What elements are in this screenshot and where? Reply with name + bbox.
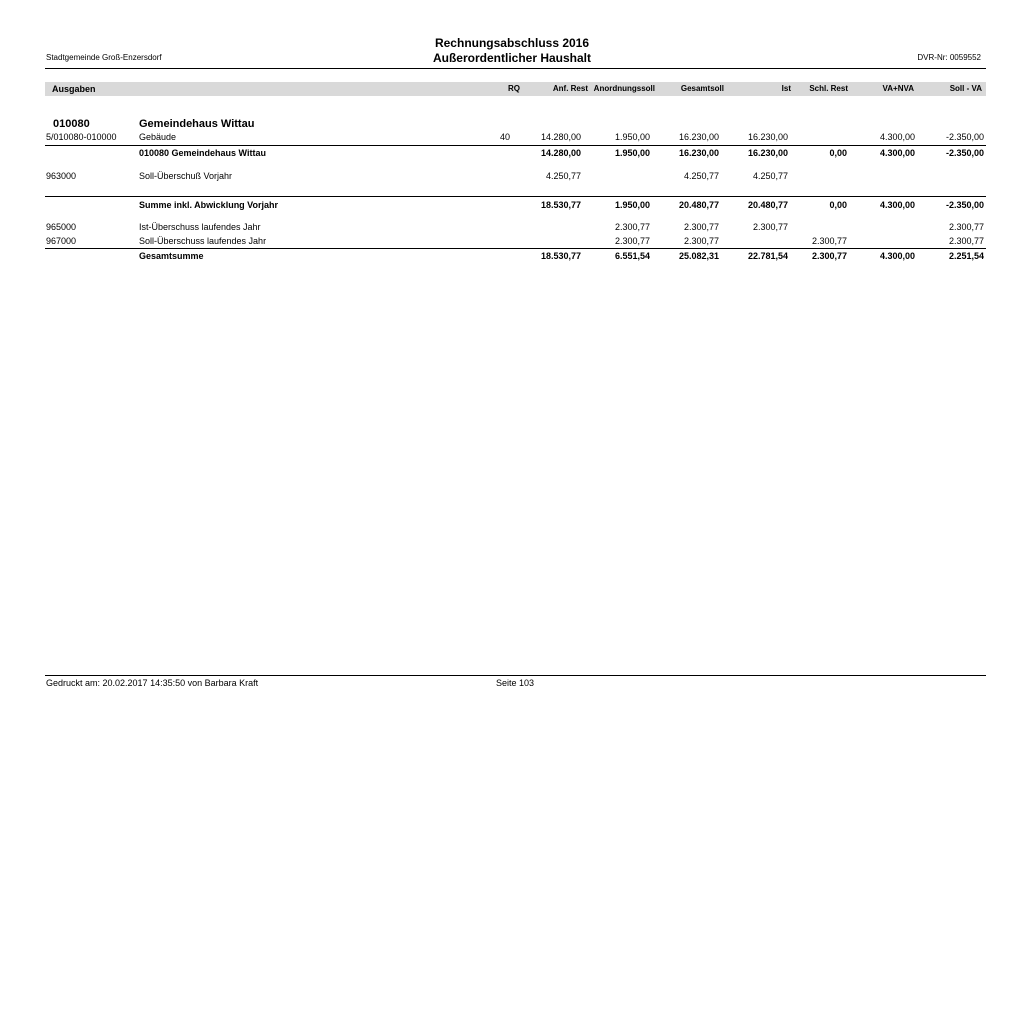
col-rq: RQ: [508, 84, 520, 93]
cell-anf-rest: 18.530,77: [540, 200, 581, 210]
cell-anordnungssoll: 6.551,54: [614, 251, 650, 261]
cell-soll-va: -2.350,00: [945, 200, 984, 210]
cell-soll-va: 2.300,77: [948, 236, 984, 246]
cell-code: 963000: [46, 171, 77, 181]
cell-schl-rest: 0,00: [829, 200, 847, 210]
cell-label: Ist-Überschuss laufendes Jahr: [139, 222, 261, 232]
total-rule: [45, 248, 986, 249]
cell-va-nva: 4.300,00: [879, 251, 915, 261]
cell-code: 5/010080-010000: [46, 132, 117, 142]
cell-gesamtsoll: 16.230,00: [678, 132, 719, 142]
cell-anf-rest: 14.280,00: [540, 132, 581, 142]
cell-va-nva: 4.300,00: [879, 148, 915, 158]
dvr-number: DVR-Nr: 0059552: [917, 53, 981, 62]
cell-label: Gebäude: [139, 132, 177, 142]
cell-anf-rest: 18.530,77: [540, 251, 581, 261]
cell-label: Summe inkl. Abwicklung Vorjahr: [139, 200, 279, 210]
cell-label: Soll-Überschuss laufendes Jahr: [139, 236, 267, 246]
cell-code: 965000: [46, 222, 77, 232]
cell-gesamtsoll: 25.082,31: [678, 251, 719, 261]
cell-gesamtsoll: 2.300,77: [683, 236, 719, 246]
subtotal-rule: [45, 145, 986, 146]
cell-anordnungssoll: 1.950,00: [614, 200, 650, 210]
col-schl-rest: Schl. Rest: [809, 84, 848, 93]
group-name: Gemeindehaus Wittau: [139, 118, 255, 130]
cell-label: 010080 Gemeindehaus Wittau: [139, 148, 266, 158]
cell-schl-rest: 2.300,77: [811, 251, 847, 261]
col-anordnungssoll: Anordnungssoll: [593, 84, 655, 93]
group-code: 010080: [53, 118, 90, 130]
cell-soll-va: -2.350,00: [945, 132, 984, 142]
cell-va-nva: 4.300,00: [879, 200, 915, 210]
cell-anordnungssoll: 1.950,00: [614, 132, 650, 142]
cell-rq: 40: [499, 132, 510, 142]
cell-anordnungssoll: 1.950,00: [614, 148, 650, 158]
cell-ist: 22.781,54: [747, 251, 788, 261]
cell-ist: 2.300,77: [752, 222, 788, 232]
cell-ist: 16.230,00: [747, 132, 788, 142]
cell-soll-va: 2.300,77: [948, 222, 984, 232]
col-gesamtsoll: Gesamtsoll: [680, 84, 724, 93]
cell-ist: 16.230,00: [747, 148, 788, 158]
cell-schl-rest: 0,00: [829, 148, 847, 158]
col-va-nva: VA+NVA: [882, 84, 914, 93]
cell-label: Soll-Überschuß Vorjahr: [139, 171, 233, 181]
header-rule: [45, 68, 986, 69]
summary-rule: [45, 196, 986, 197]
cell-gesamtsoll: 2.300,77: [683, 222, 719, 232]
report-subtitle: Außerordentlicher Haushalt: [432, 51, 592, 65]
col-anf-rest: Anf. Rest: [552, 84, 588, 93]
footer-rule: [45, 675, 986, 676]
cell-gesamtsoll: 16.230,00: [678, 148, 719, 158]
col-soll-va: Soll - VA: [949, 84, 982, 93]
cell-ist: 20.480,77: [747, 200, 788, 210]
cell-soll-va: -2.350,00: [945, 148, 984, 158]
cell-anf-rest: 14.280,00: [540, 148, 581, 158]
col-ist: Ist: [781, 84, 791, 93]
cell-code: 967000: [46, 236, 77, 246]
cell-ist: 4.250,77: [752, 171, 788, 181]
cell-gesamtsoll: 20.480,77: [678, 200, 719, 210]
cell-anordnungssoll: 2.300,77: [614, 222, 650, 232]
cell-gesamtsoll: 4.250,77: [683, 171, 719, 181]
printed-info: Gedruckt am: 20.02.2017 14:35:50 von Barbara Kraft: [46, 678, 259, 688]
col-section: Ausgaben: [52, 84, 96, 94]
cell-soll-va: 2.251,54: [948, 251, 984, 261]
cell-schl-rest: 2.300,77: [811, 236, 847, 246]
page-number: Seite 103: [496, 678, 535, 688]
cell-label: Gesamtsumme: [139, 251, 204, 261]
cell-va-nva: 4.300,00: [879, 132, 915, 142]
municipality-name: Stadtgemeinde Groß-Enzersdorf: [46, 53, 162, 62]
report-title: Rechnungsabschluss 2016: [434, 36, 590, 50]
cell-anordnungssoll: 2.300,77: [614, 236, 650, 246]
cell-anf-rest: 4.250,77: [545, 171, 581, 181]
